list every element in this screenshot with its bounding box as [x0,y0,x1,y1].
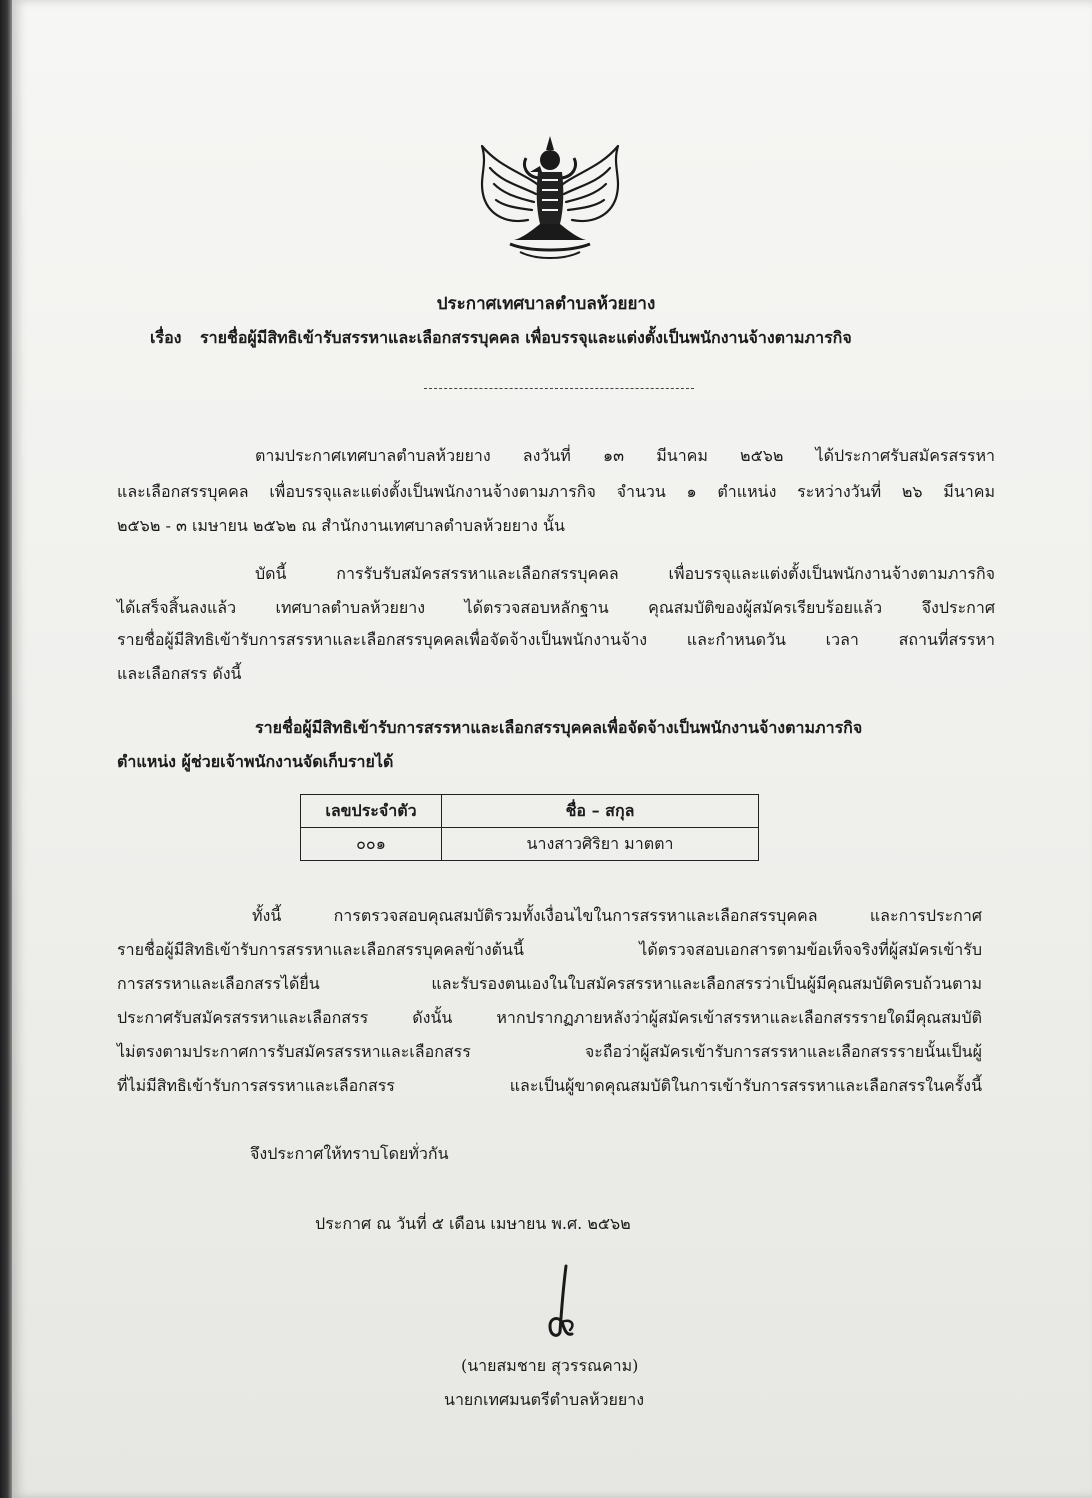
para2-line3: รายชื่อผู้มีสิทธิเข้ารับการสรรหาและเลือกสรรบุคคลเพื่อจัดจ้างเป็นพนักงานจ้าง และกำหนดวัน เวลา สถานที่สรรหา [117,630,995,649]
para3-line2: รายชื่อผู้มีสิทธิเข้ารับการสรรหาและเลือกสรรบุคคลข้างต้นนี้ ได้ตรวจสอบเอกสารตามข้อเท็จจริงที่ผู้สมัครเข้ารับ [117,940,982,959]
closing-text: จึงประกาศให้ทราบโดยทั่วกัน [250,1144,449,1163]
para1-line1: ตามประกาศเทศบาลตำบลห้วยยาง ลงวันที่ ๑๓ มีนาคม ๒๕๖๒ ได้ประกาศรับสมัครสรรหา [255,446,995,465]
list-heading: รายชื่อผู้มีสิทธิเข้ารับการสรรหาและเลือกสรรบุคคลเพื่อจัดจ้างเป็นพนักงานจ้างตามภารกิจ [255,718,863,737]
para3-line1: ทั้งนี้ การตรวจสอบคุณสมบัติรวมทั้งเงื่อนไขในการสรรหาและเลือกสรรบุคคล และการประกาศ [252,906,982,925]
scan-edge [0,0,12,1498]
para1-line3: ๒๕๖๒ - ๓ เมษายน ๒๕๖๒ ณ สำนักงานเทศบาลตำบลห้วยยาง นั้น [117,516,565,535]
separator-line [424,388,694,389]
para3-line6: ที่ไม่มีสิทธิเข้ารับการสรรหาและเลือกสรร และเป็นผู้ขาดคุณสมบัติในการเข้ารับการสรรหาและเลือกสรรในครั้งนี้ [117,1076,982,1095]
position-heading: ตำแหน่ง ผู้ช่วยเจ้าพนักงานจัดเก็บรายได้ [117,752,394,771]
para3-line4: ประกาศรับสมัครสรรหาและเลือกสรร ดังนั้น หากปรากฏภายหลังว่าผู้สมัครเข้าสรรหาและเลือกสรรรายใดมีคุณสมบัติ [117,1008,982,1027]
para2-line1: บัดนี้ การรับรับสมัครสรรหาและเลือกสรรบุคคล เพื่อบรรจุและแต่งตั้งเป็นพนักงานจ้างตามภารกิจ [255,564,995,583]
signer-name: (นายสมชาย สุวรรณคาม) [461,1356,639,1375]
para3-line3: การสรรหาและเลือกสรรได้ยื่น และรับรองตนเองในใบสมัครสรรหาและเลือกสรรว่าเป็นผู้มีคุณสมบัติครบถ้วนตาม [117,974,982,993]
table-header-row [301,795,759,828]
column-header-name: ชื่อ – สกุล [442,795,759,828]
garuda-emblem-icon [470,128,630,268]
candidate-table [300,794,759,861]
candidate-name: นางสาวศิริยา มาตตา [442,828,759,861]
announcement-title: ประกาศเทศบาลตำบลห้วยยาง [436,294,656,314]
para2-line4: และเลือกสรร ดังนี้ [117,664,242,683]
table-row [301,828,759,861]
para1-line2: และเลือกสรรบุคคล เพื่อบรรจุและแต่งตั้งเป็นพนักงานจ้างตามภารกิจ จำนวน ๑ ตำแหน่ง ระหว่างวันที่ ๒๖ มีนาคม [117,482,995,501]
announcement-date: ประกาศ ณ วันที่ ๕ เดือน เมษายน พ.ศ. ๒๕๖๒ [315,1214,631,1233]
candidate-id: ๐๐๑ [301,828,442,861]
para2-line2: ได้เสร็จสิ้นลงแล้ว เทศบาลตำบลห้วยยาง ได้ตรวจสอบหลักฐาน คุณสมบัติของผู้สมัครเรียบร้อยแล้ว จึงประกาศ [117,598,995,617]
para3-line5: ไม่ตรงตามประกาศการรับสมัครสรรหาและเลือกสรร จะถือว่าผู้สมัครเข้ารับการสรรหาและเลือกสรรรายนั้นเป็นผู้ [117,1042,982,1061]
column-header-id: เลขประจำตัว [301,795,442,828]
signer-title: นายกเทศมนตรีตำบลห้วยยาง [444,1390,645,1409]
subject-label: เรื่อง [150,328,182,347]
subject-text: รายชื่อผู้มีสิทธิเข้ารับสรรหาและเลือกสรรบุคคล เพื่อบรรจุและแต่งตั้งเป็นพนักงานจ้างตามภารกิจ [200,328,852,347]
handwritten-signature [536,1262,586,1352]
